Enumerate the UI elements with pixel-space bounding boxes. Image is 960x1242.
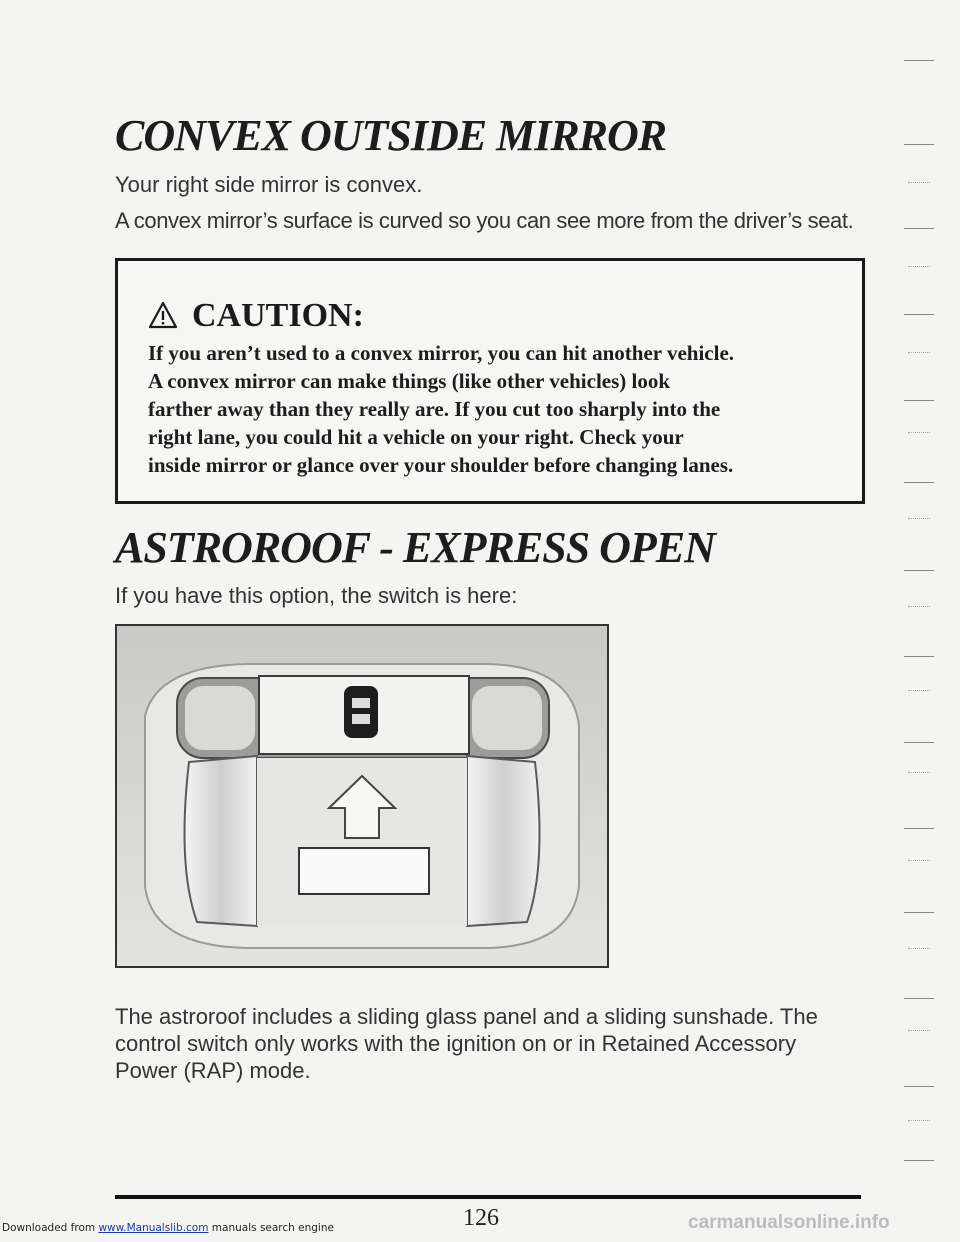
margin-dots bbox=[908, 266, 930, 268]
watermark: carmanualsonline.info bbox=[688, 1212, 890, 1233]
margin-dots bbox=[908, 606, 930, 608]
manualslib-link[interactable]: www.Manualslib.com bbox=[98, 1222, 209, 1234]
margin-dots bbox=[908, 182, 930, 184]
margin-dots bbox=[908, 518, 930, 520]
margin-dots bbox=[908, 432, 930, 434]
margin-dash bbox=[904, 656, 934, 657]
page-number: 126 bbox=[463, 1205, 499, 1231]
margin-dash bbox=[904, 998, 934, 999]
margin-dots bbox=[908, 948, 930, 950]
margin-dash bbox=[904, 400, 934, 401]
margin-dash bbox=[904, 144, 934, 145]
overhead-console-illustration bbox=[117, 626, 607, 966]
download-prefix: Downloaded from bbox=[2, 1222, 99, 1234]
margin-dash bbox=[904, 912, 934, 913]
margin-dash bbox=[904, 228, 934, 229]
margin-registration-marks bbox=[900, 60, 940, 1170]
margin-dots bbox=[908, 1030, 930, 1032]
caution-text bbox=[148, 339, 838, 479]
download-suffix: manuals search engine bbox=[208, 1222, 334, 1234]
section-title-astroroof: ASTROROOF - EXPRESS OPEN bbox=[115, 523, 715, 572]
margin-dash bbox=[904, 742, 934, 743]
section-title-convex-mirror: CONVEX OUTSIDE MIRROR bbox=[115, 111, 667, 160]
overhead-console-photo bbox=[115, 624, 609, 968]
margin-dash bbox=[904, 828, 934, 829]
paragraph-convex-surface: A convex mirror’s surface is curved so you can see more from the driver’s seat. bbox=[115, 208, 854, 233]
margin-dash bbox=[904, 60, 934, 61]
margin-dash bbox=[904, 482, 934, 483]
paragraph-mirror-convex: Your right side mirror is convex. bbox=[115, 172, 423, 197]
margin-dash bbox=[904, 1160, 934, 1161]
caution-line: right lane, you could hit a vehicle on your right. Check your bbox=[148, 425, 684, 449]
caution-line: farther away than they really are. If you cut too sharply into the bbox=[148, 397, 721, 421]
warning-triangle-icon bbox=[148, 301, 178, 329]
margin-dash bbox=[904, 570, 934, 571]
caution-box bbox=[115, 258, 865, 504]
margin-dots bbox=[908, 1120, 930, 1122]
margin-dots bbox=[908, 772, 930, 774]
margin-dots bbox=[908, 690, 930, 692]
margin-dots bbox=[908, 860, 930, 862]
caution-line: A convex mirror can make things (like other vehicles) look bbox=[148, 369, 671, 393]
caution-line: If you aren’t used to a convex mirror, you can hit another vehicle. bbox=[148, 341, 735, 365]
margin-dash bbox=[904, 1086, 934, 1087]
margin-dash bbox=[904, 314, 934, 315]
paragraph-switch-location: If you have this option, the switch is here: bbox=[115, 583, 518, 608]
download-notice bbox=[2, 1222, 334, 1234]
footer-rule bbox=[115, 1195, 861, 1199]
caution-title: CAUTION: bbox=[192, 297, 364, 334]
margin-dots bbox=[908, 352, 930, 354]
paragraph-astroroof-description: The astroroof includes a sliding glass panel and a sliding sunshade. The control switch only works with the ignition on or in Retained Accessory Power (RAP) mode. bbox=[115, 1004, 818, 1083]
caution-line: inside mirror or glance over your shoulder before changing lanes. bbox=[148, 453, 734, 477]
